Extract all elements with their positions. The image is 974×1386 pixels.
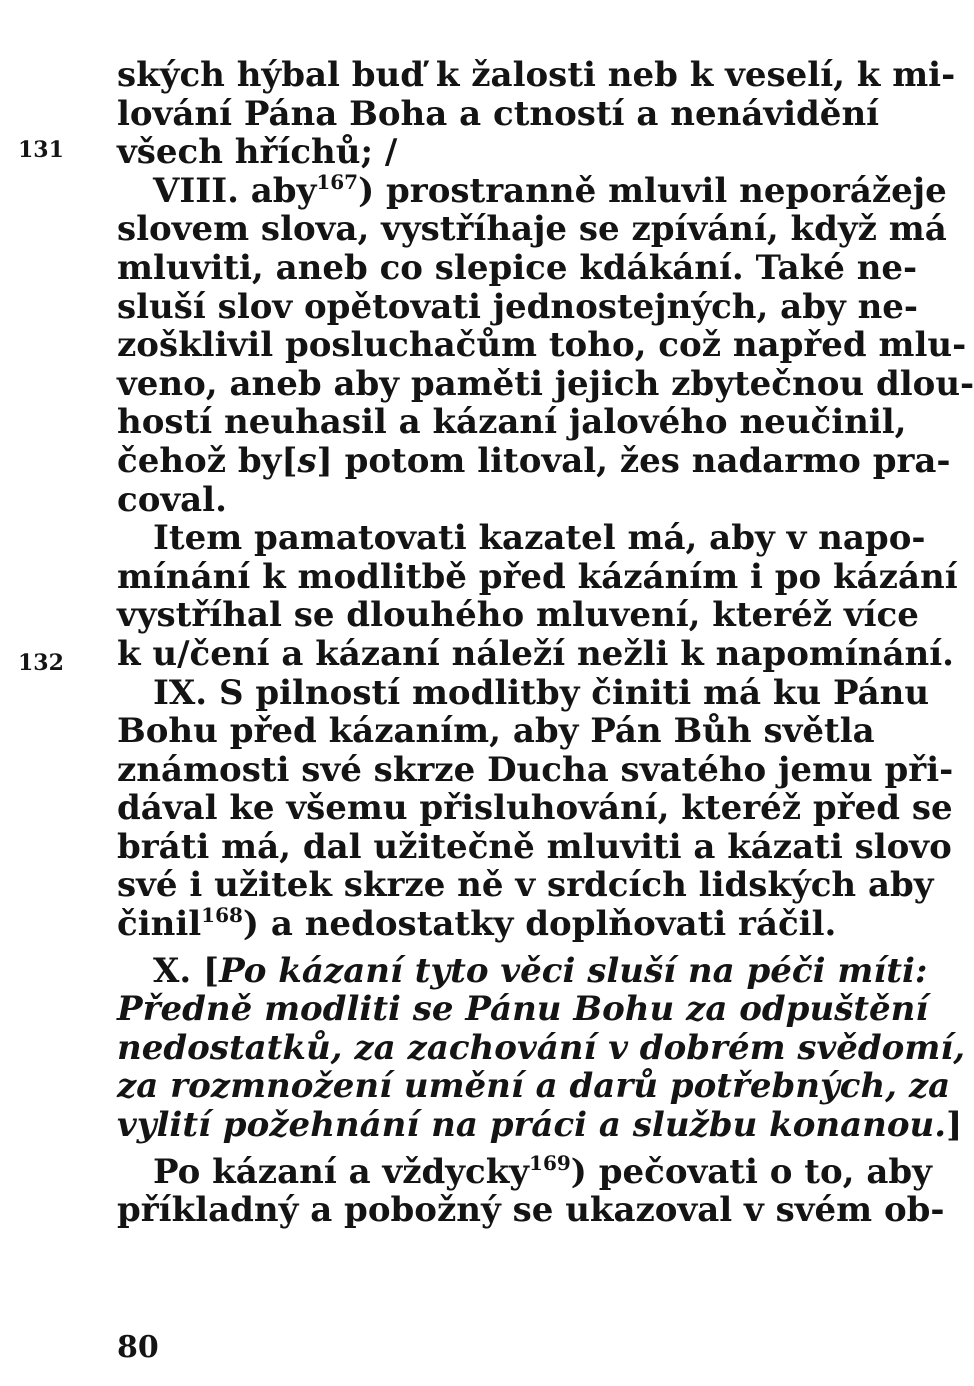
text-line: vystříhal se dlouhého mluvení, kteréž více	[117, 595, 919, 636]
text-line-italic: za rozmnožení umění a darů potřebných, za	[117, 1066, 951, 1107]
text-run: čehož by[	[117, 440, 298, 481]
paragraph-after-sermon-start	[117, 1150, 932, 1192]
text-line: k u/čení a kázaní náleží nežli k napomínání.	[117, 633, 955, 674]
text-line: mínání k modlitbě před kázáním i po kázání	[117, 556, 958, 597]
text-run: ] potom litoval, žes nadarmo pra-	[316, 440, 951, 481]
text-line: hostí neuhasil a kázaní jalového neučinil,	[117, 402, 907, 443]
text-line: všech hříchů; /	[117, 132, 398, 173]
text-line: coval.	[117, 479, 227, 520]
text-run: ]	[946, 1105, 963, 1146]
text-line-italic: nedostatků, za zachování v dobrém svědomí,	[117, 1027, 966, 1068]
text-line: své i užitek skrze ně v srdcích lidských aby	[117, 865, 934, 906]
text-line: veno, aneb aby paměti jejich zbytečnou dlou-	[117, 363, 974, 404]
text-line	[117, 440, 951, 481]
text-run-italic: Po kázaní tyto věci sluší na péči míti:	[219, 950, 928, 991]
paragraph-x-start	[117, 950, 928, 991]
text-line: Bohu před kázaním, aby Pán Bůh světla	[117, 711, 875, 752]
text-line: sluší slov opětovati jednostejných, aby ne-	[117, 286, 919, 327]
footnote-ref-169: 169	[529, 1150, 571, 1175]
paragraph-ix-start: IX. S pilností modlitby činiti má ku Pánu	[153, 672, 930, 713]
text-run: VIII. aby	[153, 170, 317, 211]
text-line: zošklivil posluchačům toho, což napřed mlu-	[117, 325, 967, 366]
text-line: slovem slova, vystříhaje se zpívání, když má	[117, 209, 947, 250]
text-line-italic: Předně modliti se Pánu Bohu za odpuštění	[117, 989, 929, 1030]
paragraph-viii-start	[117, 169, 947, 211]
footnote-ref-168: 168	[201, 903, 243, 928]
footnote-ref-167: 167	[316, 169, 359, 194]
text-run: ) prostranně mluvil neporážeje	[358, 170, 947, 211]
text-line: lování Pána Boha a ctností a nenávidění	[117, 93, 880, 134]
text-line: známosti své skrze Ducha svatého jemu při-	[117, 749, 954, 790]
text-run: ) a nedostatky doplňovati ráčil.	[242, 904, 837, 945]
paragraph-item-start: Item pamatovati kazatel má, aby v napo-	[153, 518, 926, 559]
text-line	[117, 905, 848, 944]
text-line	[117, 1105, 963, 1146]
text-run: Po kázaní a vždycky	[153, 1151, 530, 1192]
text-line: dával ke všemu přisluhování, kteréž před se	[117, 788, 953, 829]
text-run-italic: s	[297, 440, 317, 481]
text-line: ských hýbal buď k žalosti neb k veselí, k mi-	[117, 55, 956, 95]
text-line: příkladný a pobožný se ukazoval v svém ob-	[117, 1190, 945, 1231]
text-line: bráti má, dal užitečně mluviti a kázati slovo	[117, 826, 952, 867]
text-line: mluviti, aneb co slepice kdákání. Také ne-	[117, 247, 918, 288]
text-run-italic: vylití požehnání na práci a službu konanou.	[117, 1105, 947, 1146]
margin-number-132: 132	[18, 650, 64, 676]
text-run: X. [	[153, 950, 220, 991]
text-run: ) pečovati o to, aby	[570, 1151, 932, 1192]
body-text	[117, 55, 974, 1231]
page-number: 80	[117, 1330, 159, 1365]
margin-number-131: 131	[18, 137, 64, 163]
text-run: činil	[117, 904, 202, 945]
